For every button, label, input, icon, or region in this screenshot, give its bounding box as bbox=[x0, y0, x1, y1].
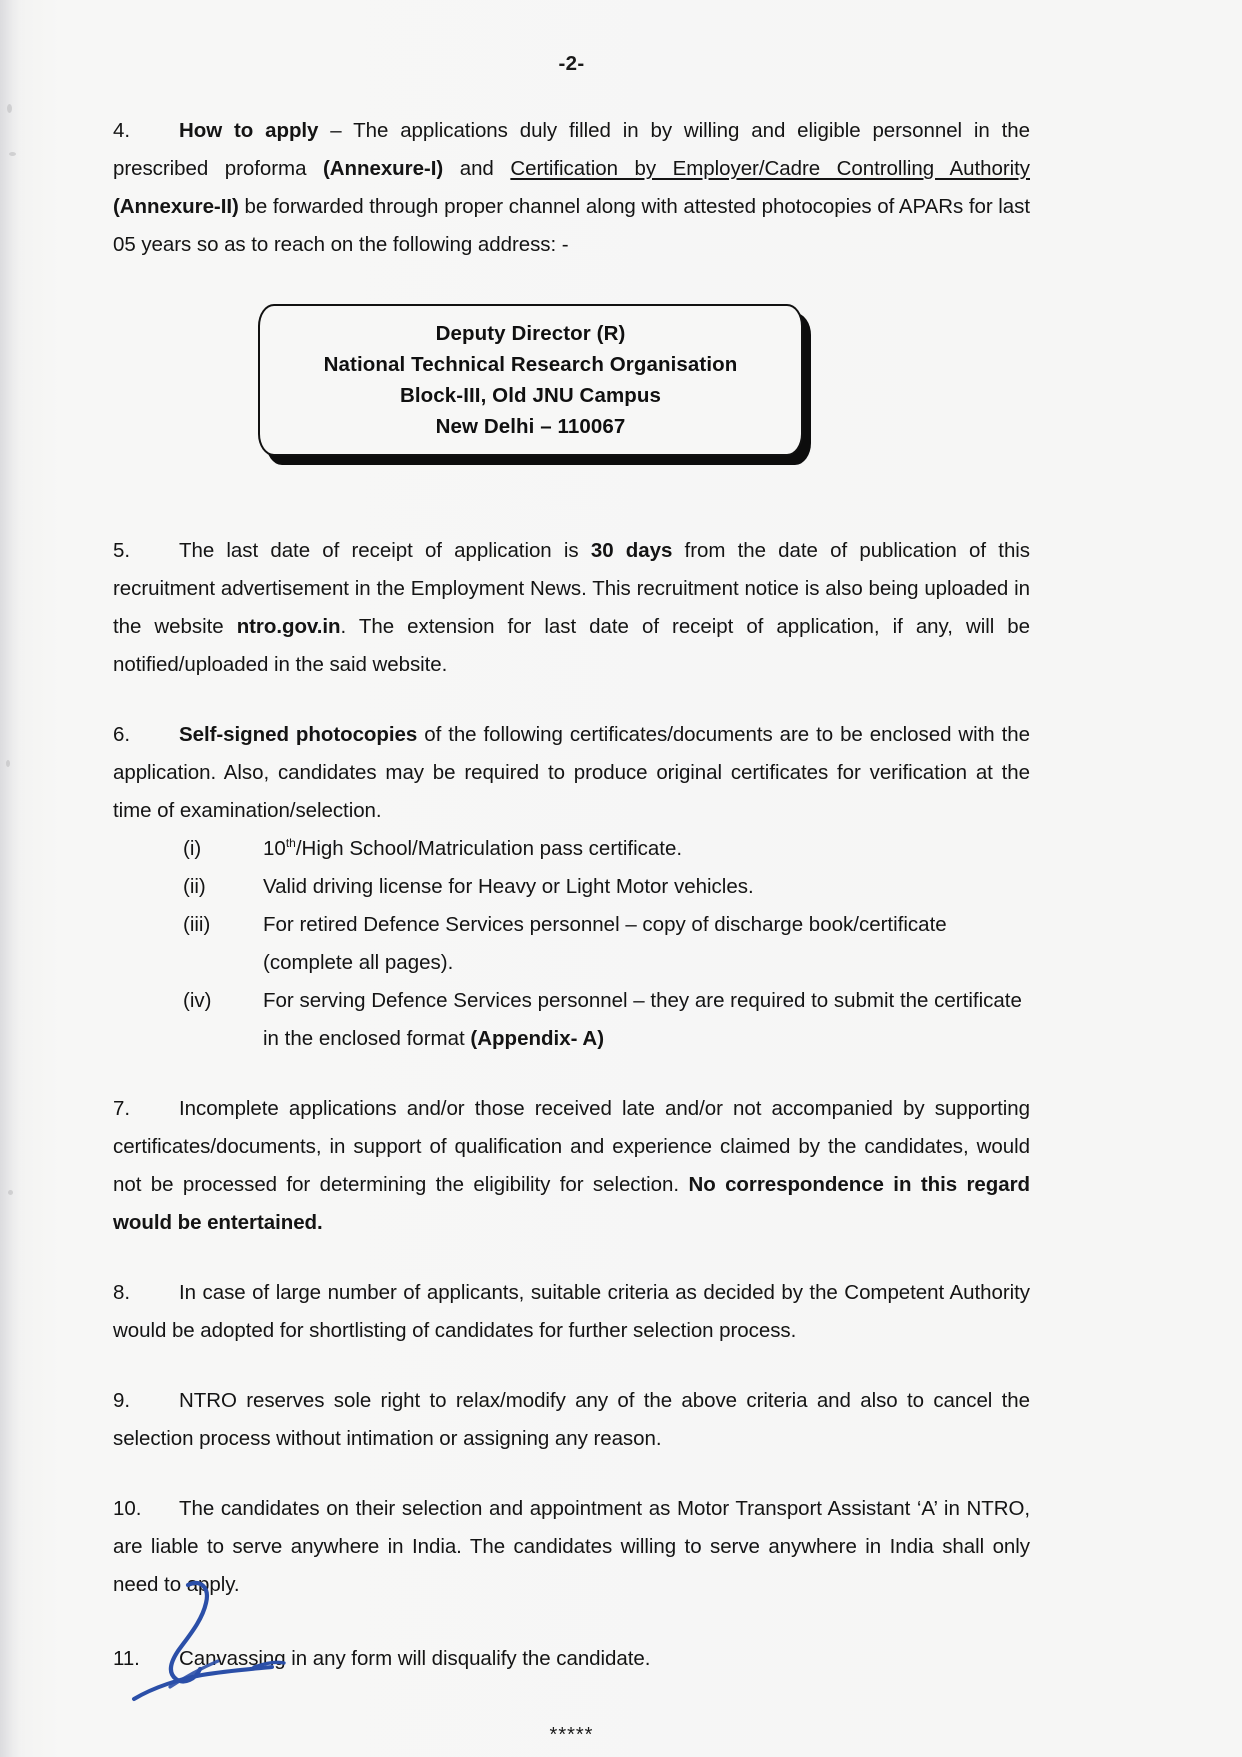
paragraph-5-text-c: from the date of publication of this recruitment advertisement in the Employment News. This recruitment notice is also being uploaded in the website bbox=[113, 539, 1030, 638]
paragraph-7 bbox=[113, 1090, 1030, 1242]
scan-speck bbox=[6, 760, 10, 767]
paragraph-7-bold-tail: No correspondence in this regard would be entertained. bbox=[113, 1173, 1030, 1234]
paragraph-5-website: ntro.gov.in bbox=[236, 615, 341, 638]
paragraph-4 bbox=[113, 112, 1030, 264]
page-content bbox=[113, 0, 1030, 1747]
list-item bbox=[183, 982, 1030, 1058]
list-item bbox=[183, 830, 1030, 868]
footer-marker: ***** bbox=[549, 1724, 594, 1746]
paragraph-7-number: 7. bbox=[113, 1097, 130, 1120]
address-callout bbox=[258, 304, 803, 456]
paragraph-10-text-a: The candidates on their selection and appointment as Motor Transport Assistant ‘A’ in NTRO, are liable to serve anywhere in India. The candidates willing to serve anywhere in India shall only need to apply. bbox=[113, 1497, 1030, 1596]
paragraph-5-number: 5. bbox=[113, 539, 130, 562]
address-line-street: Block-III, Old JNU Campus bbox=[399, 384, 662, 407]
paragraph-4-number: 4. bbox=[113, 119, 130, 142]
paragraph-8 bbox=[113, 1274, 1030, 1350]
sub-item-iv-appendix: (Appendix- A) bbox=[470, 1027, 605, 1050]
sub-item-text-iii: For retired Defence Services personnel – copy of discharge book/certificate (complete all pages). bbox=[263, 913, 947, 974]
sub-item-marker-iii: (iii) bbox=[183, 913, 211, 936]
scan-speck bbox=[9, 152, 16, 156]
paragraph-10-number: 10. bbox=[113, 1497, 142, 1520]
sub-item-text-iv bbox=[263, 982, 1030, 1058]
paragraph-5-days: 30 days bbox=[590, 539, 673, 562]
address-box bbox=[258, 304, 803, 456]
paragraph-4-bold-lead: How to apply bbox=[179, 119, 319, 142]
paragraph-4-text-f: be forwarded through proper channel along with attested photocopies of APARs for last 05 years so as to reach on the following address: - bbox=[113, 195, 1030, 256]
sub-item-i-prefix: 10 bbox=[263, 837, 286, 860]
document-checklist bbox=[113, 830, 1030, 1058]
sub-item-marker-ii: (ii) bbox=[183, 875, 206, 898]
sub-item-iv-body: For serving Defence Services personnel – they are required to submit the certificate in the enclosed format bbox=[263, 989, 1022, 1050]
paragraph-4-text-a: – The applications duly filled in by willing and eligible personnel in the prescribed proforma bbox=[113, 119, 1030, 180]
sub-item-text-ii: Valid driving license for Heavy or Light Motor vehicles. bbox=[263, 875, 754, 898]
paragraph-8-text-a: In case of large number of applicants, suitable criteria as decided by the Competent Authority would be adopted for shortlisting of candidates for further selection process. bbox=[113, 1281, 1030, 1342]
paragraph-6-text-a: of the following certificates/documents are to be enclosed with the application. Also, candidates may be required to produce original certificates for verification at the time of examination/selection. bbox=[113, 723, 1030, 822]
address-line-organisation: National Technical Research Organisation bbox=[323, 353, 738, 376]
scan-speck bbox=[8, 1190, 13, 1195]
paragraph-4-annexure-2: (Annexure-II) bbox=[113, 195, 239, 218]
sub-item-text-i bbox=[263, 830, 1030, 868]
address-line-designation: Deputy Director (R) bbox=[435, 322, 626, 345]
paragraph-5 bbox=[113, 532, 1030, 684]
paragraph-11-text-a: Canvassing in any form will disqualify the candidate. bbox=[179, 1647, 651, 1670]
paragraph-6-number: 6. bbox=[113, 723, 130, 746]
list-item bbox=[183, 868, 1030, 906]
paragraph-7-text-a: Incomplete applications and/or those received late and/or not accompanied by supporting certificates/documents, in support of qualification and experience claimed by the candidates, would not be processed for determining the eligibility for selection. bbox=[113, 1097, 1030, 1196]
sub-item-marker-iv: (iv) bbox=[183, 989, 212, 1012]
handwritten-signature bbox=[130, 1575, 400, 1715]
paragraph-11-number: 11. bbox=[113, 1647, 140, 1670]
paragraph-5-text-a: The last date of receipt of application is bbox=[179, 539, 591, 562]
list-item bbox=[183, 906, 1030, 982]
paragraph-6 bbox=[113, 716, 1030, 830]
sub-item-marker-i: (i) bbox=[183, 837, 202, 860]
paragraph-6-bold-lead: Self-signed photocopies bbox=[179, 723, 418, 746]
paragraph-9-number: 9. bbox=[113, 1389, 130, 1412]
paragraph-8-number: 8. bbox=[113, 1281, 130, 1304]
address-line-city-pin: New Delhi – 110067 bbox=[435, 415, 626, 438]
scan-speck bbox=[7, 104, 12, 113]
paragraph-9-text-a: NTRO reserves sole right to relax/modify any of the above criteria and also to cancel the selection process without intimation or assigning any reason. bbox=[113, 1389, 1030, 1450]
scan-edge-artifact bbox=[0, 0, 22, 1757]
paragraph-4-text-c: and bbox=[443, 157, 511, 180]
sub-item-i-suffix: /High School/Matriculation pass certificate. bbox=[295, 837, 683, 860]
paragraph-9 bbox=[113, 1382, 1030, 1458]
sub-item-i-superscript: th bbox=[285, 836, 296, 851]
page-number: -2- bbox=[558, 52, 585, 75]
paragraph-4-annexure-1: (Annexure-I) bbox=[323, 157, 444, 180]
paragraph-4-underlined-certification: Certification by Employer/Cadre Controlling Authority bbox=[510, 157, 1030, 180]
paragraph-5-text-e: . The extension for last date of receipt of application, if any, will be notified/uploaded in the said website. bbox=[113, 615, 1030, 676]
